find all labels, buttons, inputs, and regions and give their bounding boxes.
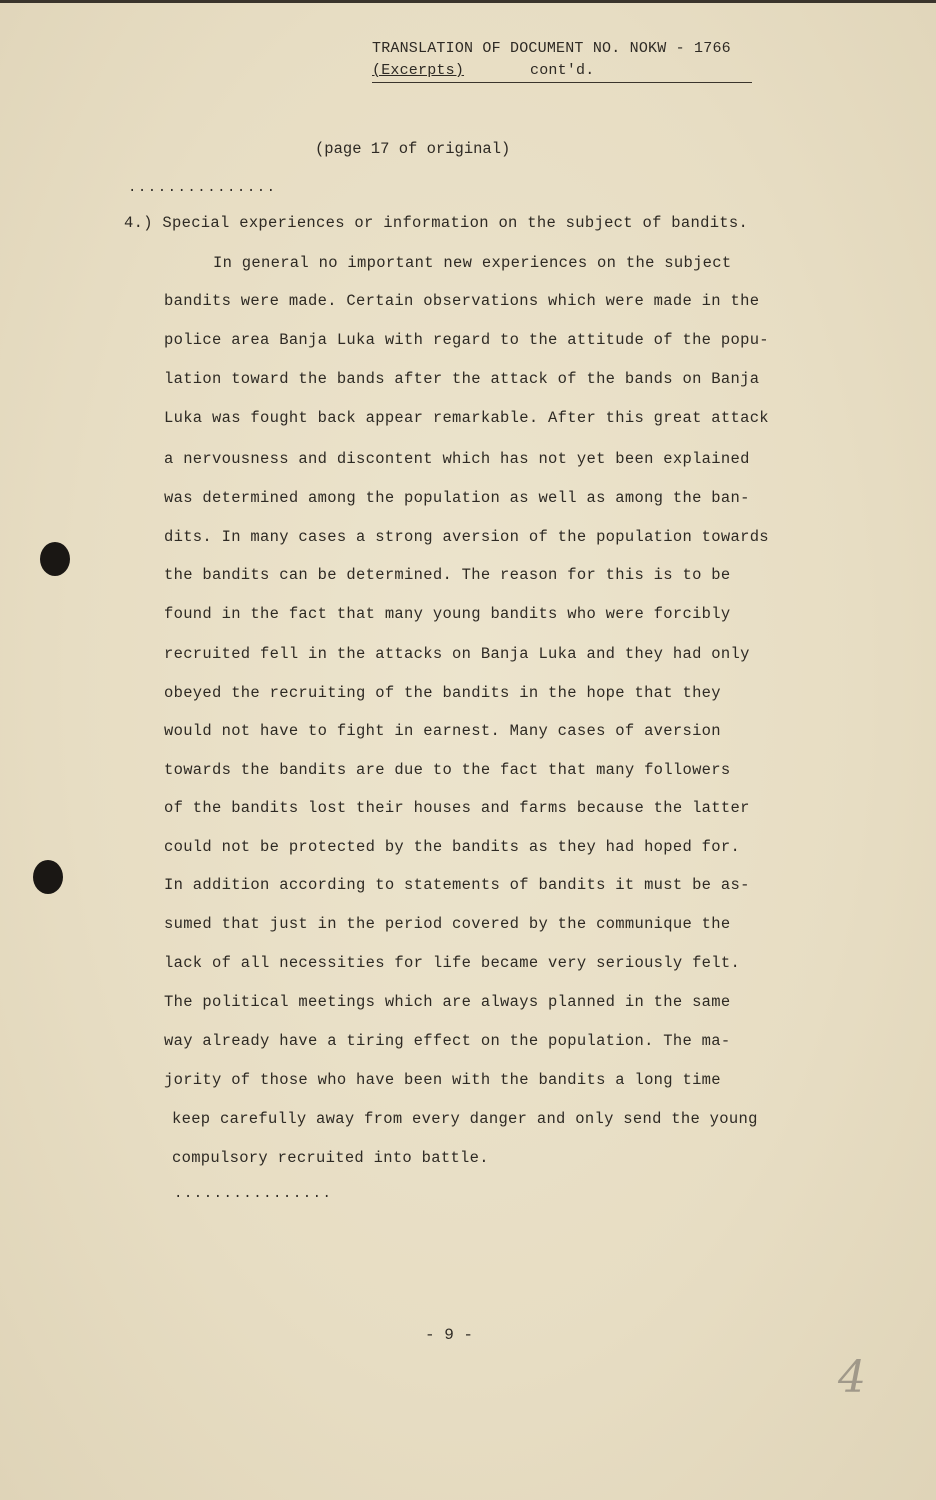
body-line: could not be protected by the bandits as they had hoped for.: [164, 838, 741, 856]
page-number: - 9 -: [425, 1326, 474, 1344]
punch-hole-icon: [40, 542, 70, 576]
omission-dots-top: ...............: [128, 180, 277, 196]
header-title: TRANSLATION OF DOCUMENT NO. NOKW - 1766: [372, 40, 731, 57]
document-header: [372, 38, 752, 83]
body-line: obeyed the recruiting of the bandits in the hope that they: [164, 684, 721, 702]
body-line: lack of all necessities for life became very seriously felt.: [164, 954, 741, 972]
body-line: a nervousness and discontent which has not yet been explained: [164, 450, 750, 468]
body-line: would not have to fight in earnest. Many cases of aversion: [164, 722, 721, 740]
body-line: dits. In many cases a strong aversion of the population towards: [164, 528, 769, 546]
handwritten-page-mark: 4: [838, 1352, 866, 1403]
page-reference: (page 17 of original): [315, 140, 511, 158]
body-line: lation toward the bands after the attack of the bands on Banja: [164, 370, 760, 388]
header-excerpts: (Excerpts): [372, 62, 465, 79]
body-line: recruited fell in the attacks on Banja Luka and they had only: [164, 645, 750, 663]
body-line: police area Banja Luka with regard to the attitude of the popu-: [164, 331, 769, 349]
body-line: bandits were made. Certain observations which were made in the: [164, 292, 760, 310]
section-heading: 4.) Special experiences or information on the subject of bandits.: [124, 214, 749, 232]
scan-top-edge: [0, 0, 936, 3]
body-line: keep carefully away from every danger and only send the young: [172, 1110, 758, 1128]
header-subline: [372, 60, 752, 83]
body-line: compulsory recruited into battle.: [172, 1149, 489, 1167]
body-line: found in the fact that many young bandits who were forcibly: [164, 605, 731, 623]
body-line: of the bandits lost their houses and farms because the latter: [164, 799, 750, 817]
punch-hole-icon: [33, 860, 63, 894]
header-contd: cont'd.: [530, 62, 595, 79]
body-line: jority of those who have been with the bandits a long time: [164, 1071, 721, 1089]
body-line: the bandits can be determined. The reason for this is to be: [164, 566, 731, 584]
omission-dots-bottom: ................: [174, 1186, 333, 1202]
body-line: way already have a tiring effect on the population. The ma-: [164, 1032, 731, 1050]
body-line: was determined among the population as well as among the ban-: [164, 489, 750, 507]
body-line: In general no important new experiences on the subject: [213, 254, 732, 272]
body-line: In addition according to statements of bandits it must be as-: [164, 876, 750, 894]
body-line: towards the bandits are due to the fact that many followers: [164, 761, 731, 779]
body-line: The political meetings which are always planned in the same: [164, 993, 731, 1011]
body-line: Luka was fought back appear remarkable. After this great attack: [164, 409, 769, 427]
body-line: sumed that just in the period covered by the communique the: [164, 915, 731, 933]
